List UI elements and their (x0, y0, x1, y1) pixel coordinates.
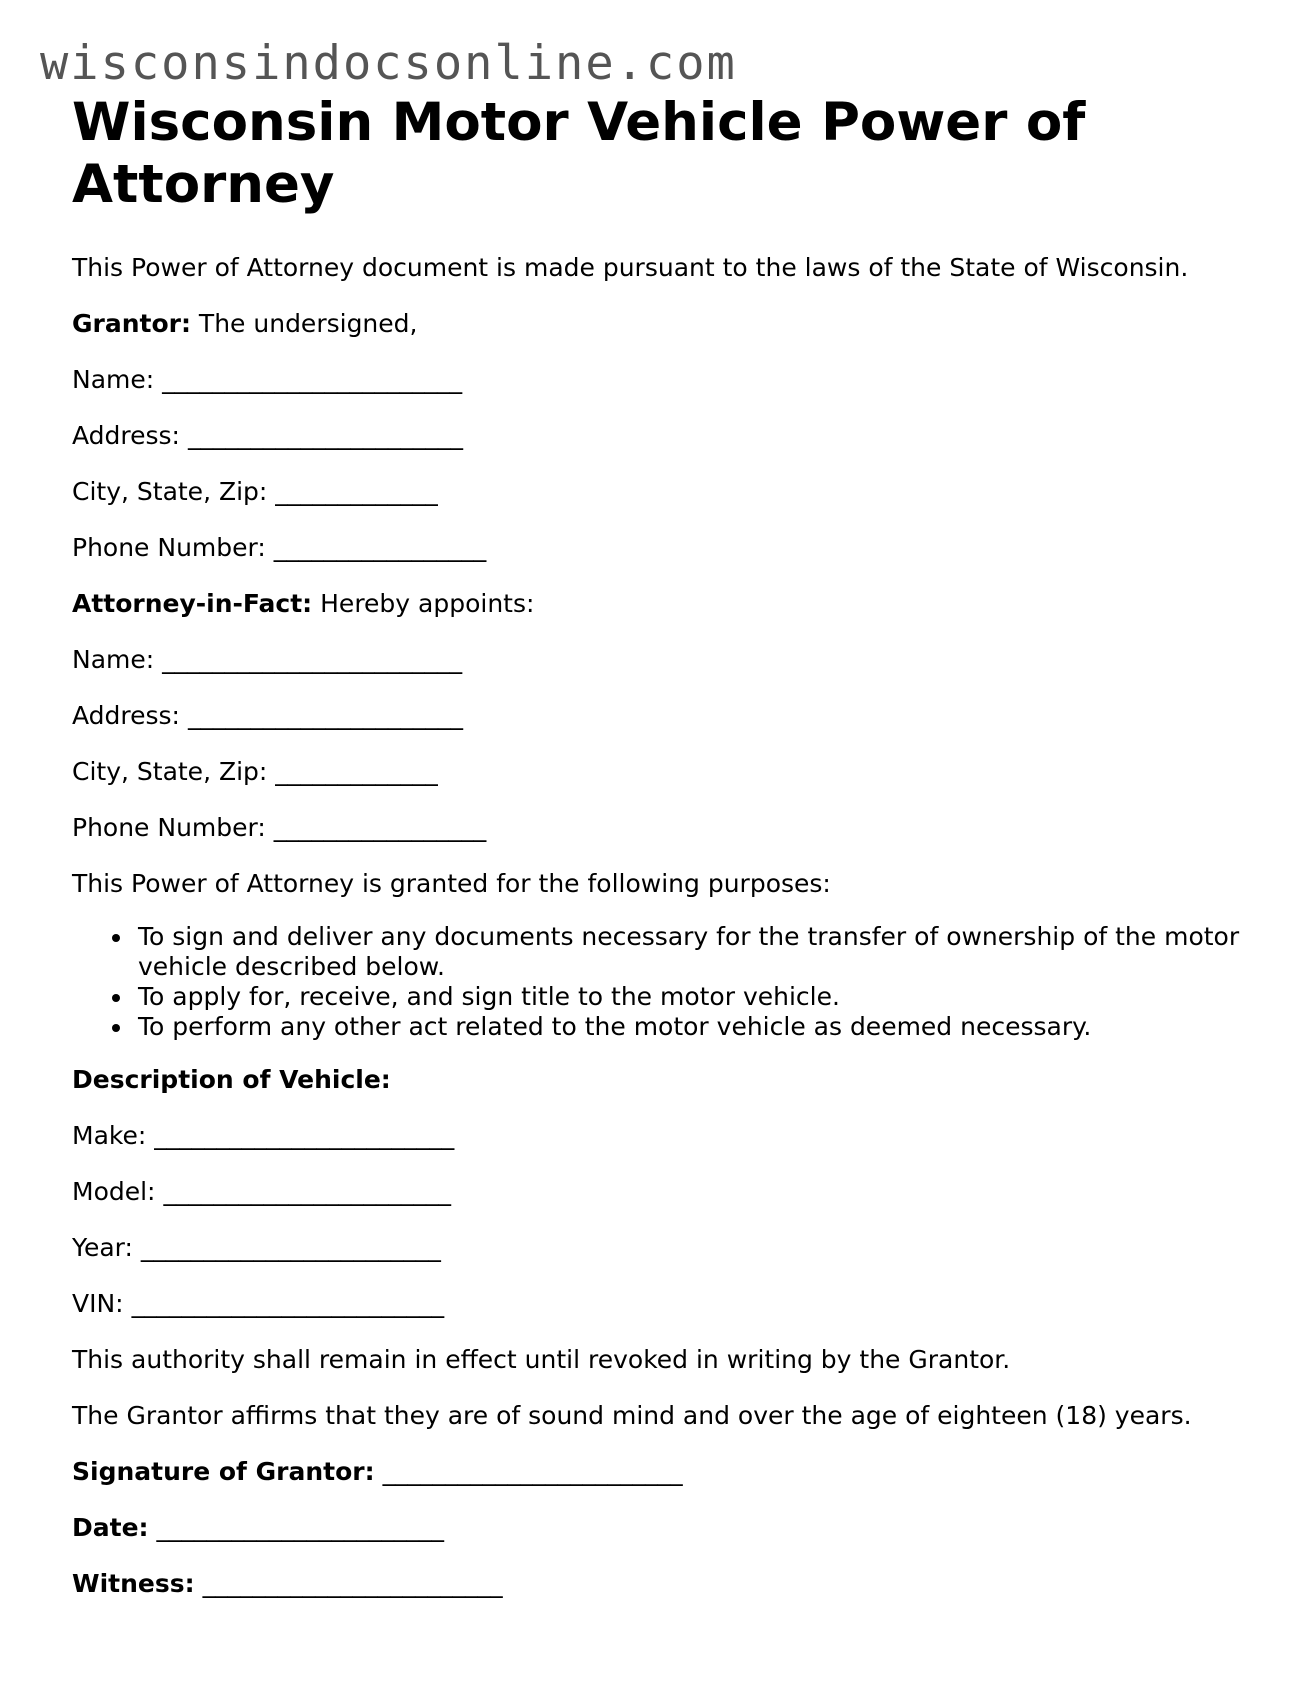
grantor-heading (72, 309, 1252, 339)
field-label: Phone Number: (72, 533, 266, 562)
field-blank[interactable]: _________________ (273, 813, 487, 842)
field-blank[interactable]: _____________ (275, 477, 438, 506)
field-blank[interactable]: ______________________ (187, 421, 463, 450)
field-blank[interactable]: ________________________ (140, 1233, 441, 1262)
date-field[interactable] (72, 1513, 1252, 1543)
field-label: Model: (72, 1177, 156, 1206)
grantor-heading-text: The undersigned, (190, 309, 418, 338)
field-label: Signature of Grantor: (72, 1457, 375, 1486)
vehicle-year-field[interactable] (72, 1233, 1252, 1263)
grantor-name-field[interactable] (72, 365, 1252, 395)
intro-paragraph: This Power of Attorney document is made pursuant to the laws of the State of Wisconsin. (72, 253, 1189, 282)
field-label: Date: (72, 1513, 149, 1542)
field-blank[interactable]: ________________________ (382, 1457, 683, 1486)
witness-field[interactable] (72, 1569, 1252, 1599)
field-label: City, State, Zip: (72, 477, 268, 506)
field-label: City, State, Zip: (72, 757, 268, 786)
attorney-heading (72, 589, 1252, 619)
field-blank[interactable]: _______________________ (156, 1513, 444, 1542)
vehicle-make-field[interactable] (72, 1121, 1252, 1151)
affirmation-paragraph: The Grantor affirms that they are of sound mind and over the age of eighteen (18) years. (72, 1401, 1192, 1430)
watermark: wisconsindocsonline.com (40, 36, 737, 91)
vehicle-vin-field[interactable] (72, 1289, 1252, 1319)
field-blank[interactable]: ________________________ (162, 645, 463, 674)
grantor-address-field[interactable] (72, 421, 1252, 451)
field-blank[interactable]: _____________ (275, 757, 438, 786)
grantor-signature-field[interactable] (72, 1457, 1252, 1487)
field-blank[interactable]: ______________________ (187, 701, 463, 730)
list-item: • To perform any other act related to the motor vehicle as deemed necessary. (134, 1012, 1258, 1042)
attorney-address-field[interactable] (72, 701, 1252, 731)
grantor-heading-label: Grantor: (72, 309, 191, 338)
field-blank[interactable]: ________________________ (162, 365, 463, 394)
authority-paragraph: This authority shall remain in effect until revoked in writing by the Grantor. (72, 1345, 1011, 1374)
attorney-heading-text: Hereby appoints: (312, 589, 535, 618)
field-blank[interactable]: _________________________ (131, 1289, 445, 1318)
purposes-list (72, 922, 1252, 1042)
purposes-intro: This Power of Attorney is granted for the following purposes: (72, 869, 831, 898)
page-title: Wisconsin Motor Vehicle Power of Attorney (72, 92, 1086, 215)
vehicle-heading-label: Description of Vehicle: (72, 1065, 391, 1094)
field-blank[interactable]: ________________________ (202, 1569, 503, 1598)
attorney-heading-label: Attorney-in-Fact: (72, 589, 313, 618)
vehicle-model-field[interactable] (72, 1177, 1252, 1207)
field-blank[interactable]: _________________ (273, 533, 487, 562)
document-body (72, 92, 1252, 1599)
attorney-city-state-zip-field[interactable] (72, 757, 1252, 787)
field-label: Name: (72, 365, 155, 394)
field-label: Phone Number: (72, 813, 266, 842)
grantor-phone-field[interactable] (72, 533, 1252, 563)
field-blank[interactable]: ________________________ (154, 1121, 455, 1150)
attorney-name-field[interactable] (72, 645, 1252, 675)
field-label: Year: (72, 1233, 133, 1262)
grantor-city-state-zip-field[interactable] (72, 477, 1252, 507)
field-blank[interactable]: _______________________ (163, 1177, 451, 1206)
attorney-phone-field[interactable] (72, 813, 1252, 843)
field-label: Name: (72, 645, 155, 674)
field-label: VIN: (72, 1289, 124, 1318)
list-item: • To apply for, receive, and sign title to the motor vehicle. (134, 982, 1258, 1012)
field-label: Witness: (72, 1569, 195, 1598)
field-label: Make: (72, 1121, 147, 1150)
vehicle-heading (72, 1065, 1252, 1095)
list-item: • To sign and deliver any documents necessary for the transfer of ownership of the motor vehicle described below. (134, 922, 1258, 982)
field-label: Address: (72, 701, 180, 730)
field-label: Address: (72, 421, 180, 450)
